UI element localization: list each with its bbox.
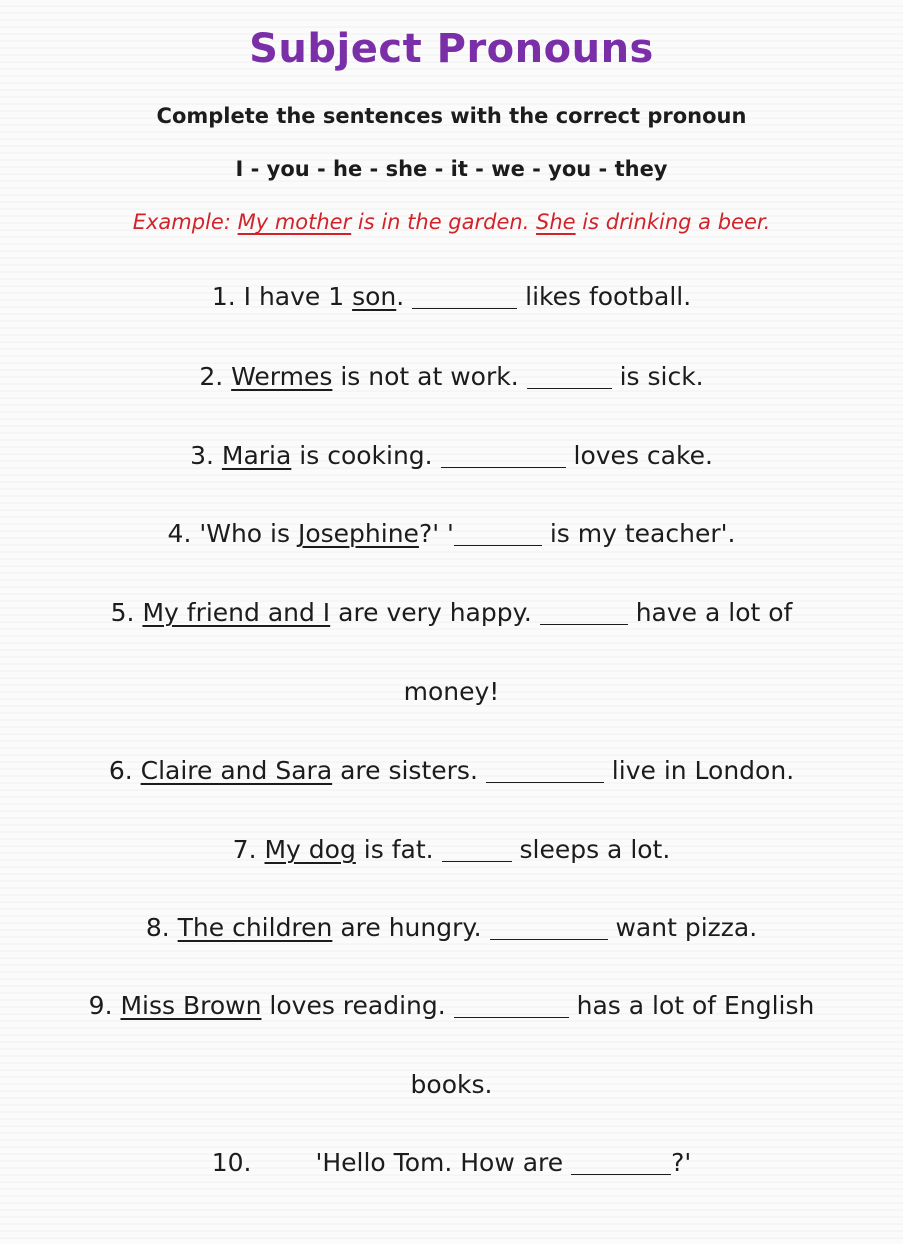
answer-blank[interactable]	[454, 992, 569, 1018]
question-text: has a lot of English	[568, 991, 815, 1020]
example-sentence	[0, 210, 903, 234]
question-text: ?'	[671, 1148, 692, 1177]
example-pronoun: She	[536, 210, 576, 234]
question-text: are hungry.	[332, 913, 482, 942]
question-7	[0, 835, 903, 864]
example-prefix: Example:	[132, 210, 238, 234]
question-text: loves reading.	[261, 991, 446, 1020]
question-text: is fat.	[355, 835, 434, 864]
question-subject: Miss Brown	[120, 991, 262, 1020]
instruction: Complete the sentences with the correct pronoun	[156, 104, 747, 128]
question-text: live in London.	[603, 756, 795, 785]
question-6	[0, 756, 903, 785]
question-text: is cooking.	[291, 441, 433, 470]
question-number: 8.	[145, 913, 178, 942]
example-subject: My mother	[237, 210, 352, 234]
question-4	[0, 519, 903, 548]
question-text: sleeps a lot.	[511, 835, 671, 864]
question-text: loves cake.	[565, 441, 713, 470]
question-9	[0, 991, 903, 1020]
question-text: have a lot of	[627, 598, 793, 627]
question-8	[0, 913, 903, 942]
question-5-continued: money!	[403, 677, 500, 706]
question-text: .	[396, 282, 405, 311]
question-number: 3.	[190, 441, 222, 470]
answer-blank[interactable]	[490, 914, 608, 940]
example-rest: is drinking a beer.	[575, 210, 771, 234]
question-text: want pizza.	[607, 913, 758, 942]
page-title: Subject Pronouns	[249, 26, 654, 72]
answer-blank[interactable]	[571, 1149, 671, 1175]
question-subject: son	[352, 282, 397, 311]
question-text: ?' '	[418, 519, 454, 548]
answer-blank[interactable]	[441, 442, 566, 468]
question-number: 6.	[108, 756, 141, 785]
question-subject: Josephine	[297, 519, 419, 548]
question-number: 4.	[167, 519, 200, 548]
question-subject: Claire and Sara	[140, 756, 333, 785]
answer-blank[interactable]	[486, 757, 604, 783]
example-middle: is in the garden.	[351, 210, 537, 234]
question-number: 5.	[110, 598, 143, 627]
question-number: 9.	[88, 991, 121, 1020]
question-text: are very happy.	[330, 598, 532, 627]
question-2	[0, 362, 903, 391]
answer-blank[interactable]	[442, 836, 512, 862]
question-text: 'Who is	[199, 519, 298, 548]
question-subject: My friend and I	[142, 598, 331, 627]
question-text: is my teacher'.	[541, 519, 736, 548]
answer-blank[interactable]	[540, 599, 628, 625]
question-subject: My dog	[264, 835, 356, 864]
question-subject: Maria	[221, 441, 292, 470]
question-number: 2.	[199, 362, 232, 391]
question-10	[0, 1148, 903, 1177]
question-text: are sisters.	[332, 756, 478, 785]
question-1	[0, 282, 903, 311]
question-text: is not at work.	[332, 362, 519, 391]
answer-blank[interactable]	[454, 520, 542, 546]
question-number: 1.	[211, 282, 244, 311]
question-number: 10.	[211, 1148, 252, 1177]
answer-blank[interactable]	[412, 283, 517, 309]
pronoun-list: I - you - he - she - it - we - you - they	[235, 157, 668, 181]
question-text: likes football.	[517, 282, 692, 311]
question-5	[0, 598, 903, 627]
question-text: is sick.	[611, 362, 704, 391]
question-text: 'Hello Tom. How are	[315, 1148, 572, 1177]
question-subject: The children	[177, 913, 333, 942]
question-subject: Wermes	[231, 362, 333, 391]
question-3	[0, 441, 903, 470]
question-text: I have 1	[243, 282, 353, 311]
question-9-continued: books.	[410, 1070, 493, 1099]
answer-blank[interactable]	[527, 363, 612, 389]
question-number: 7.	[232, 835, 265, 864]
